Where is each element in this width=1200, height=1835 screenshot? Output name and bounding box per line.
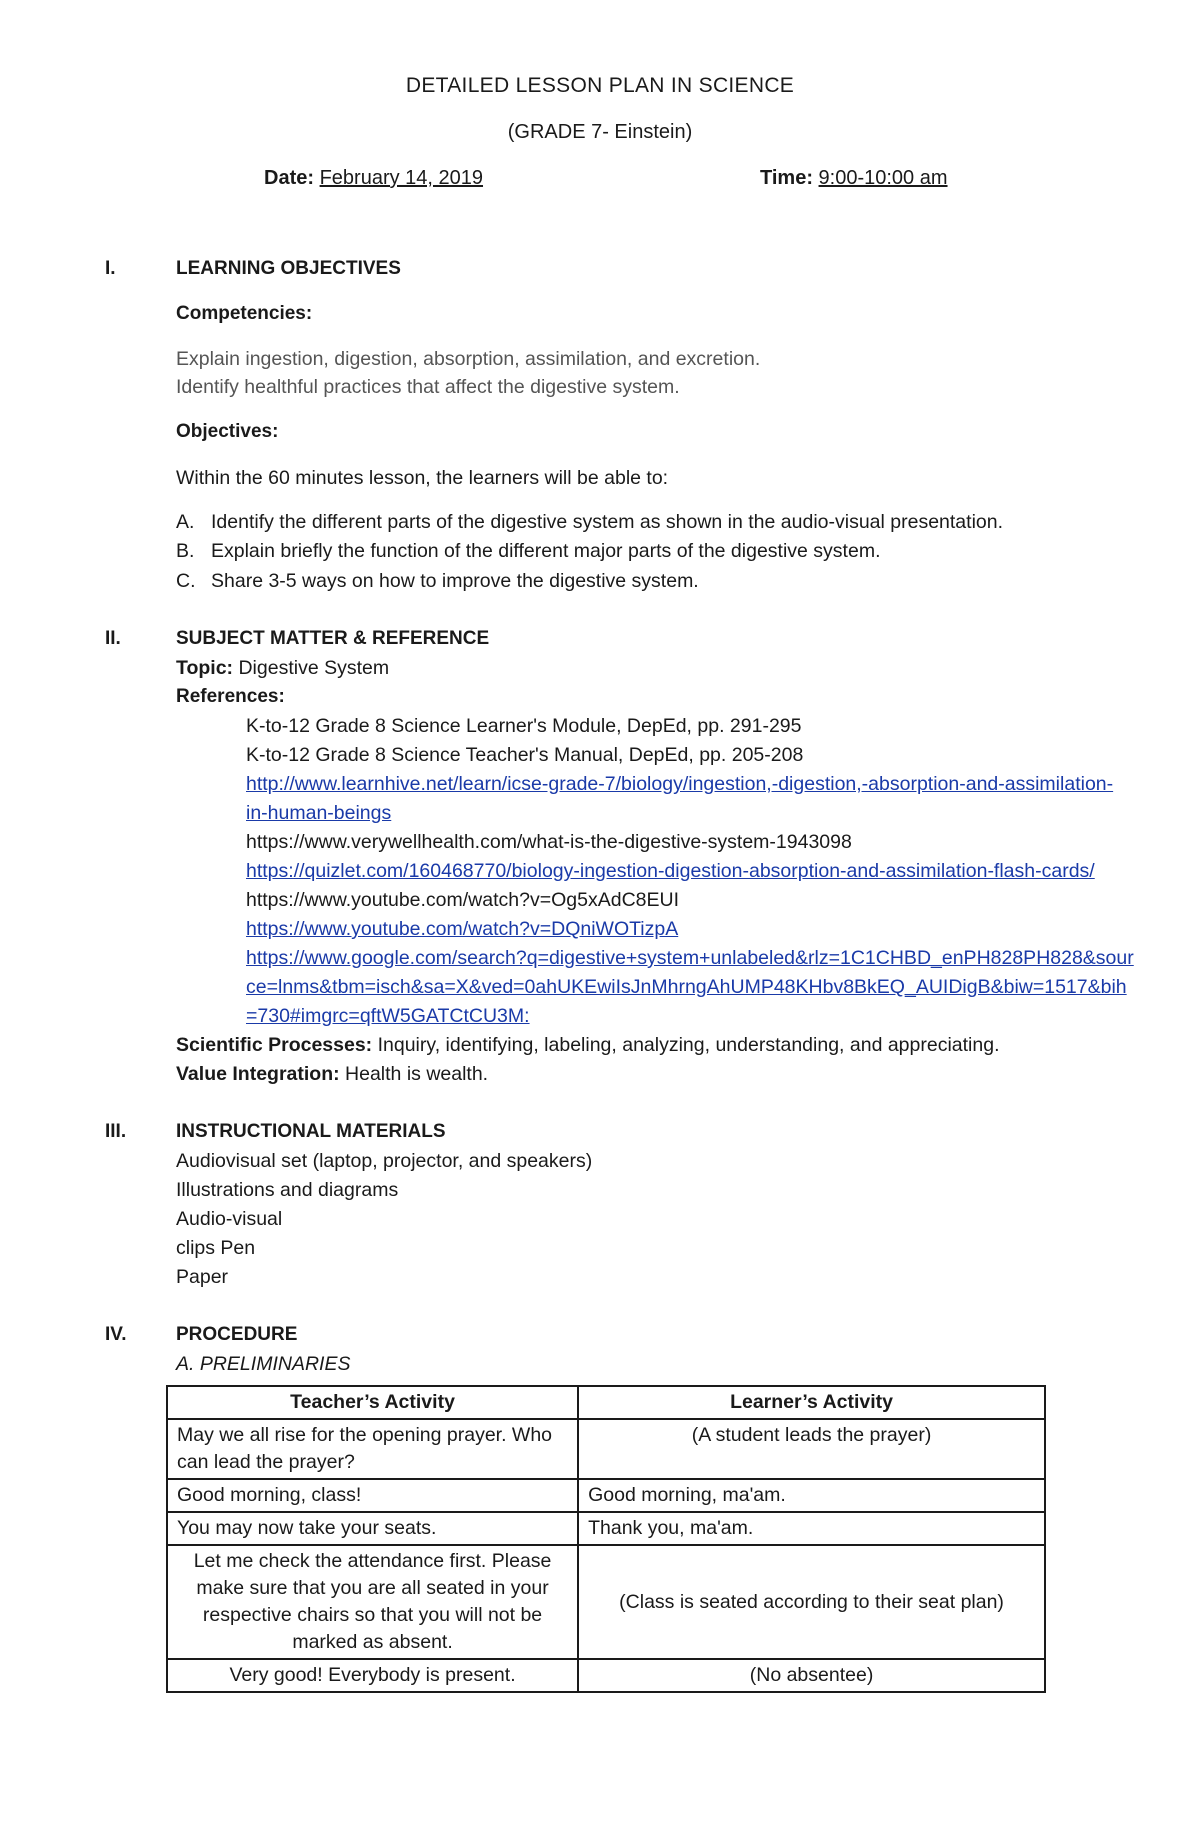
processes-line — [176, 1034, 1000, 1057]
topic-value: Digestive System — [238, 657, 390, 679]
reference-item: https://www.youtube.com/watch?v=Og5xAdC8EUI — [246, 889, 679, 911]
table-row — [167, 1419, 1045, 1479]
table-row — [167, 1479, 1045, 1512]
competencies-label: Competencies: — [176, 303, 313, 324]
section-4-heading: PROCEDURE — [176, 1324, 298, 1345]
section-3-numeral: III. — [105, 1121, 127, 1142]
material-item: clips Pen — [176, 1237, 256, 1259]
material-item: Paper — [176, 1266, 229, 1288]
date-line — [264, 167, 483, 190]
objective-text: Share 3-5 ways on how to improve the digestive system. — [211, 570, 699, 592]
objective-letter: A. — [176, 511, 195, 533]
table-header-row — [167, 1386, 1045, 1419]
objectives-intro: Within the 60 minutes lesson, the learners will be able to: — [176, 467, 669, 489]
table-row — [167, 1512, 1045, 1545]
teacher-activity-header: Teacher’s Activity — [167, 1386, 578, 1419]
competency-item: Identify healthful practices that affect the digestive system. — [176, 376, 680, 398]
time-label: Time: — [760, 167, 813, 189]
material-item: Audiovisual set (laptop, projector, and speakers) — [176, 1150, 593, 1172]
objective-letter: B. — [176, 540, 195, 562]
reference-link[interactable]: =730#imgrc=qftW5GATCtCU3M: — [246, 1005, 530, 1027]
section-4-numeral: IV. — [105, 1324, 127, 1345]
preliminaries-subheading: A. PRELIMINARIES — [176, 1353, 351, 1375]
time-value: 9:00-10:00 am — [818, 167, 948, 189]
document-subtitle: (GRADE 7- Einstein) — [507, 121, 693, 143]
material-item: Illustrations and diagrams — [176, 1179, 399, 1201]
objective-text: Identify the different parts of the digestive system as shown in the audio-visual presentation. — [211, 511, 1004, 533]
section-2-heading: SUBJECT MATTER & REFERENCE — [176, 628, 490, 649]
learner-cell: (No absentee) — [578, 1659, 1045, 1692]
teacher-cell: Good morning, class! — [167, 1479, 578, 1512]
reference-item: https://www.verywellhealth.com/what-is-the-digestive-system-1943098 — [246, 831, 852, 853]
reference-link[interactable]: https://www.google.com/search?q=digestive+system+unlabeled&rlz=1C1CHBD_enPH828PH828&sour — [246, 947, 1134, 969]
procedure-table — [166, 1385, 1046, 1693]
objective-letter: C. — [176, 570, 196, 592]
section-1-heading: LEARNING OBJECTIVES — [176, 258, 401, 279]
teacher-cell: Very good! Everybody is present. — [167, 1659, 578, 1692]
objective-text: Explain briefly the function of the different major parts of the digestive system. — [211, 540, 881, 562]
references-label: References: — [176, 686, 285, 707]
time-line — [760, 167, 948, 190]
date-label: Date: — [264, 167, 315, 189]
value-label: Value Integration: — [176, 1063, 340, 1085]
section-3-heading: INSTRUCTIONAL MATERIALS — [176, 1121, 446, 1142]
learner-cell: (Class is seated according to their seat plan) — [578, 1545, 1045, 1659]
competency-item: Explain ingestion, digestion, absorption, assimilation, and excretion. — [176, 348, 761, 370]
teacher-cell: May we all rise for the opening prayer. Who can lead the prayer? — [167, 1419, 578, 1479]
material-item: Audio-visual — [176, 1208, 283, 1230]
topic-line — [176, 657, 389, 680]
teacher-cell: Let me check the attendance first. Please make sure that you are all seated in your respective chairs so that you will not be marked as absent. — [167, 1545, 578, 1659]
section-1-numeral: I. — [105, 258, 116, 279]
date-value: February 14, 2019 — [319, 167, 484, 189]
teacher-cell: You may now take your seats. — [167, 1512, 578, 1545]
document-title: DETAILED LESSON PLAN IN SCIENCE — [405, 74, 795, 97]
reference-link[interactable]: in-human-beings — [246, 802, 392, 824]
reference-link[interactable]: http://www.learnhive.net/learn/icse-grade-7/biology/ingestion,-digestion,-absorption-and-assimilation- — [246, 773, 1114, 795]
learner-cell: Good morning, ma'am. — [578, 1479, 1045, 1512]
objectives-label: Objectives: — [176, 421, 279, 442]
value-line — [176, 1063, 488, 1086]
table-row — [167, 1545, 1045, 1659]
processes-value: Inquiry, identifying, labeling, analyzing, understanding, and appreciating. — [377, 1034, 1000, 1056]
learner-cell: Thank you, ma'am. — [578, 1512, 1045, 1545]
reference-link[interactable]: ce=lnms&tbm=isch&sa=X&ved=0ahUKEwiIsJnMhrngAhUMP48KHbv8BkEQ_AUIDigB&biw=1517&bih — [246, 976, 1127, 998]
processes-label: Scientific Processes: — [176, 1034, 373, 1056]
reference-link[interactable]: https://quizlet.com/160468770/biology-ingestion-digestion-absorption-and-assimilation-flash-cards/ — [246, 860, 1095, 882]
section-2-numeral: II. — [105, 628, 121, 649]
topic-label: Topic: — [176, 657, 234, 679]
reference-link[interactable]: https://www.youtube.com/watch?v=DQniWOTizpA — [246, 918, 679, 940]
table-row — [167, 1659, 1045, 1692]
value-value: Health is wealth. — [345, 1063, 489, 1085]
reference-item: K-to-12 Grade 8 Science Teacher's Manual, DepEd, pp. 205-208 — [246, 744, 804, 766]
reference-item: K-to-12 Grade 8 Science Learner's Module, DepEd, pp. 291-295 — [246, 715, 802, 737]
learner-activity-header: Learner’s Activity — [578, 1386, 1045, 1419]
learner-cell: (A student leads the prayer) — [578, 1419, 1045, 1479]
